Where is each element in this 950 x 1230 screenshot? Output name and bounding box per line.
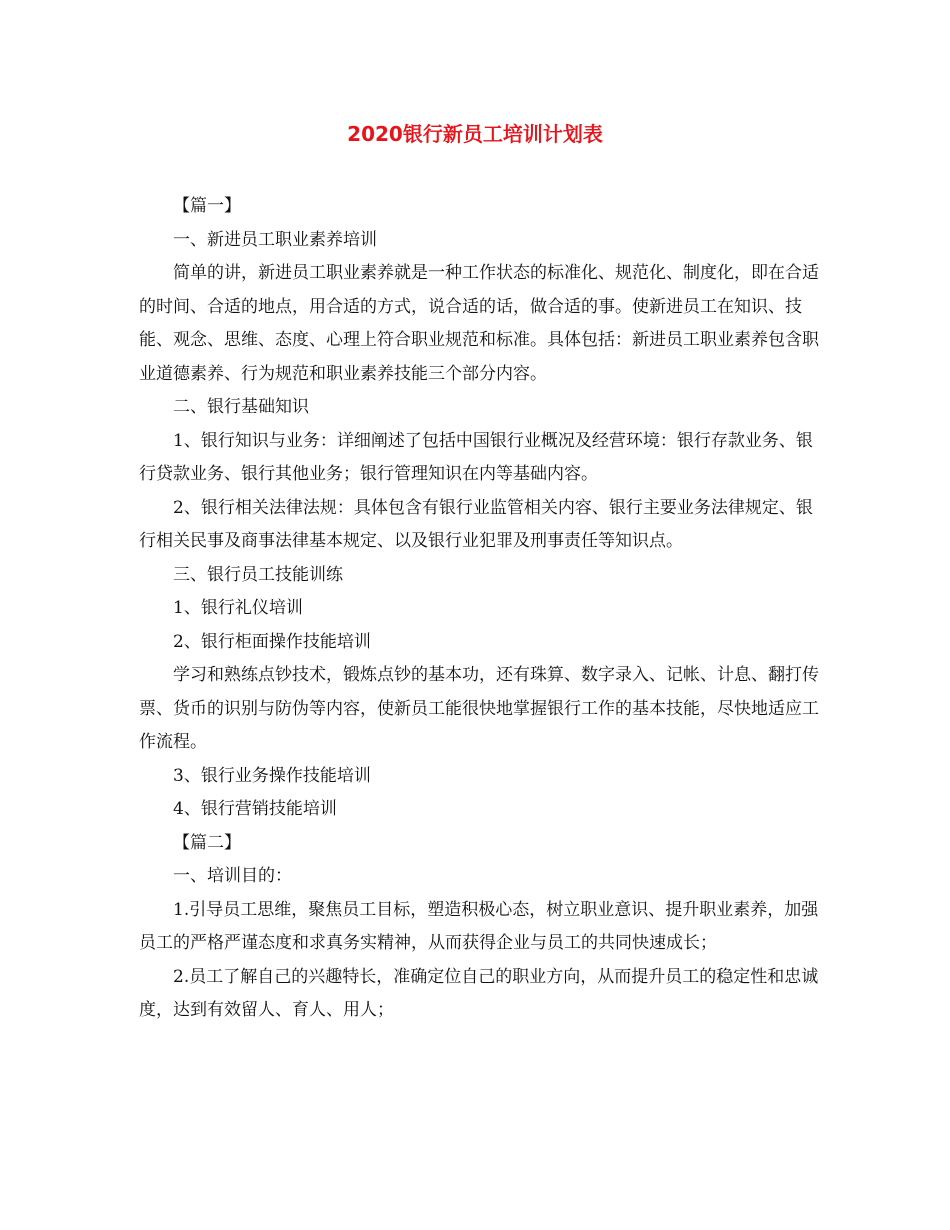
item-marketing-skills-training: 4、银行营销技能培训 (173, 799, 337, 819)
item-business-operation-training: 3、银行业务操作技能培训 (173, 765, 371, 786)
heading-bank-basic-knowledge: 二、银行基础知识 (173, 397, 309, 417)
paragraph-bank-laws-regulations: 2、银行相关法律法规：具体包含有银行业监管相关内容、银行主要业务法律规定、银行相关民事及商事法律基本规定、以及银行业犯罪及刑事责任等知识点。 (139, 497, 813, 551)
section-heading-part-one: 【篇一】 (173, 196, 241, 216)
paragraph-counter-skills: 学习和熟练点钞技术，锻炼点钞的基本功，还有珠算、数字录入、记帐、计息、翻打传票、货币的识别与防伪等内容，使新员工能很快地掌握银行工作的基本技能，尽快地适应工作流程。 (139, 665, 819, 752)
paragraph-professional-quality: 简单的讲，新进员工职业素养就是一种工作状态的标准化、规范化、制度化，即在合适的时间、合适的地点，用合适的方式，说合适的话，做合适的事。使新进员工在知识、技能、观念、思维、态度、心理上符合职业规范和标准。具体包括：新进员工职业素养包含职业道德素养、行为规范和职业素养技能三个部分内容。 (139, 263, 819, 384)
item-counter-operation-training: 2、银行柜面操作技能培训 (173, 631, 371, 652)
paragraph-purpose-two: 2.员工了解自己的兴趣特长，准确定位自己的职业方向，从而提升员工的稳定性和忠诚度，达到有效留人、育人、用人； (139, 966, 819, 1020)
document-title: 2020银行新员工培训计划表 (347, 122, 603, 146)
item-etiquette-training: 1、银行礼仪培训 (173, 598, 303, 618)
paragraph-bank-knowledge-business: 1、银行知识与业务：详细阐述了包括中国银行业概况及经营环境：银行存款业务、银行贷款业务、银行其他业务；银行管理知识在内等基础内容。 (139, 430, 813, 484)
heading-employee-skills-training: 三、银行员工技能训练 (173, 564, 343, 585)
section-heading-part-two: 【篇二】 (173, 832, 241, 853)
heading-professional-quality-training: 一、新进员工职业素养培训 (173, 229, 377, 250)
heading-training-purpose: 一、培训目的： (173, 866, 292, 886)
document-body (139, 190, 829, 1028)
paragraph-purpose-one: 1.引导员工思维，聚焦员工目标，塑造积极心态，树立职业意识、提升职业素养，加强员工的严格严谨态度和求真务实精神，从而获得企业与员工的共同快速成长； (139, 899, 819, 953)
